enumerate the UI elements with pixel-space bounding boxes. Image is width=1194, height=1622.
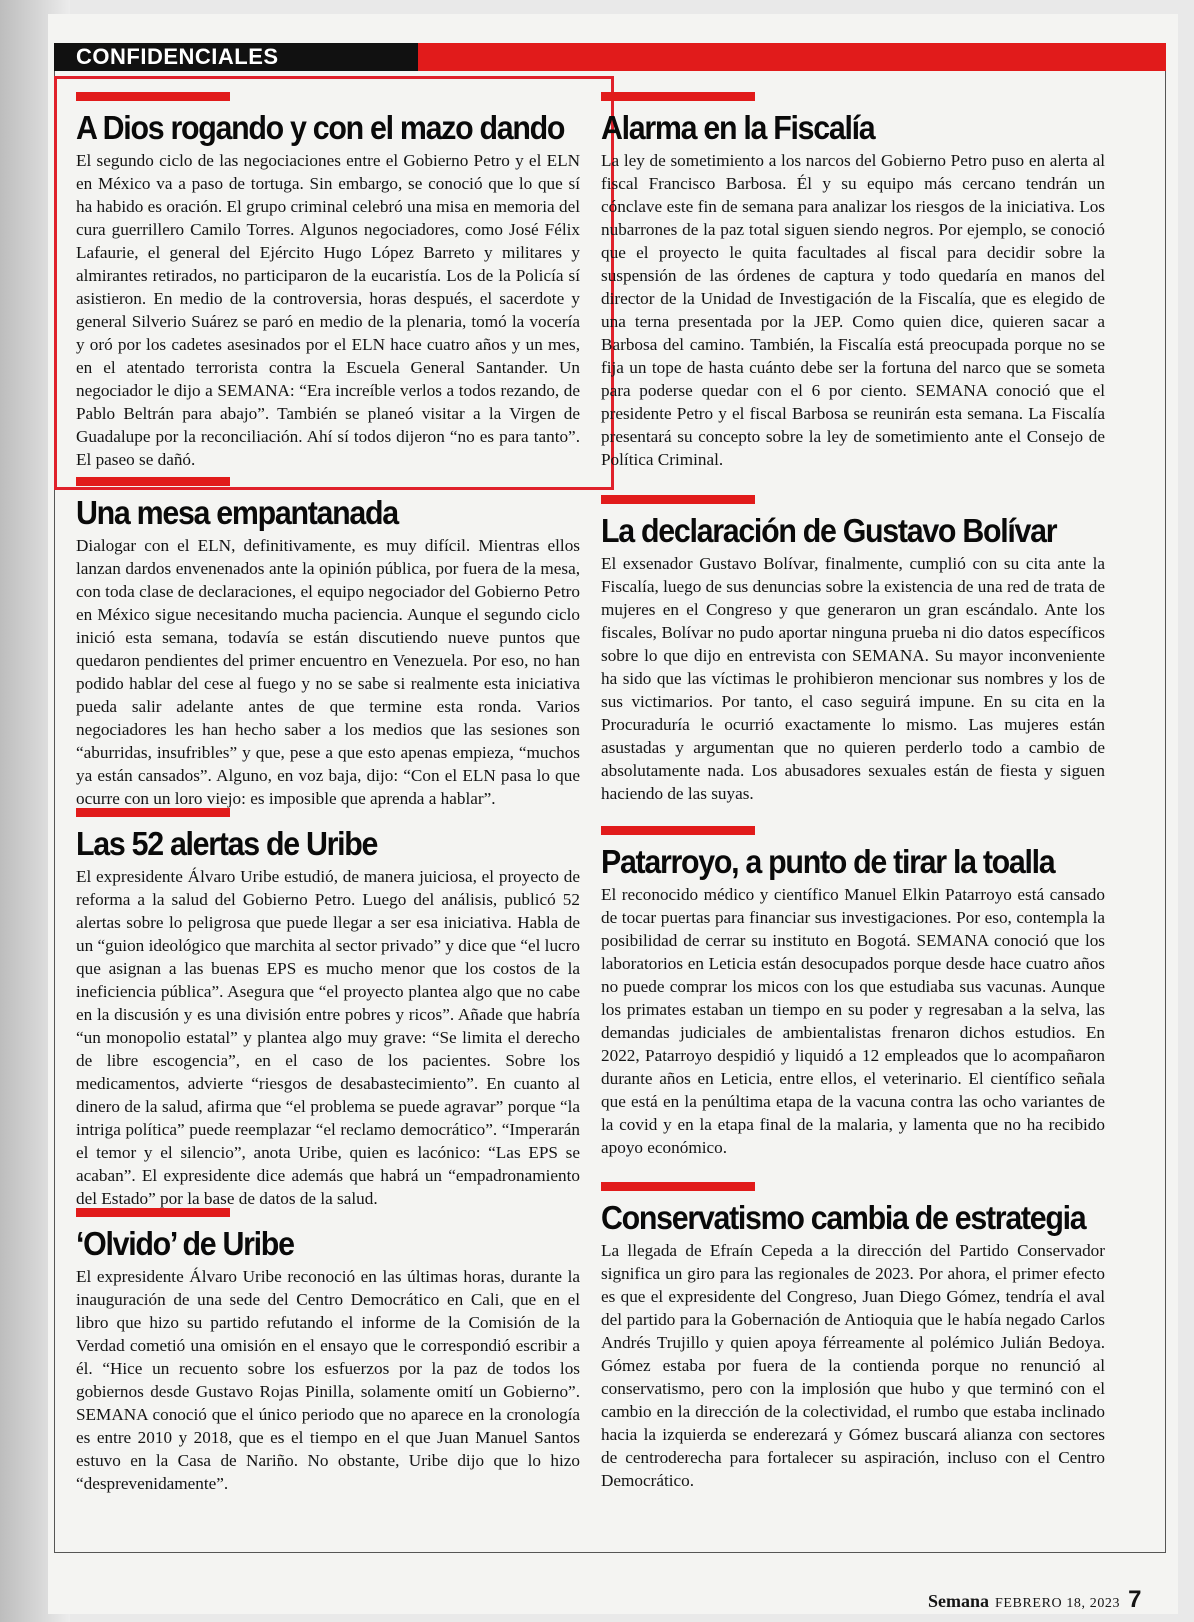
article-olvido-uribe [76,1208,580,1495]
article-una-mesa-empantanada [76,477,580,810]
page-number: 7 [1128,1586,1142,1613]
article-accent-bar [76,1208,230,1217]
article-alarma-fiscalia [601,92,1105,471]
article-body: La llegada de Efraín Cepeda a la dirección del Partido Conservador significa un giro para las regionales de 2023. Por ahora, el primer efecto es que el expresidente del Congreso, Juan Diego Gómez, tendría el aval del partido para la Gobernación de Antioquia que le había negado Carlos Andrés Trujillo y quien apoya férreamente al polémico Julián Bedoya. Gómez estaba por fuera de la contienda porque no renunció al conservatismo, pero con la implosión que hubo y que terminó con el cambio en la dirección de la colectividad, el rumbo que estaba inclinado hacia la izquierda se enderezará y Gómez buscará alianza con sectores de centroderecha para fortalecer su aspiración, incluso con el Centro Democrático. [601,1241,1105,1490]
article-accent-bar [76,92,230,101]
page-footer [928,1586,1142,1616]
article-conservatismo [601,1182,1105,1492]
article-title: Las 52 alertas de Uribe [76,825,378,862]
article-accent-bar [601,1182,755,1191]
article-accent-bar [76,808,230,817]
article-accent-bar [601,826,755,835]
article-accent-bar [601,495,755,504]
section-title: CONFIDENCIALES [54,43,418,71]
article-a-dios-rogando [76,92,580,471]
article-body: El reconocido médico y científico Manuel Elkin Patarroyo está cansado de tocar puertas para financiar sus investigaciones. Por eso, contempla la posibilidad de cerrar su instituto en Bogotá. SEMANA conoció que los laboratorios en Leticia están desocupados porque desde hace cuatro años no puede comprar los micos con los que estudiaba sus vacunas. Aunque los primates estaban un tiempo en su poder y regresaban a la selva, las demandas judiciales de ambientalistas frenaron dichos estudios. En 2022, Patarroyo despidió y liquidó a 12 empleados que lo acompañaron durante años en Leticia, entre ellos, el veterinario. El científico señala que está en la penúltima etapa de la vacuna contra las ocho variantes de la covid y en la etapa final de la malaria, y lamenta que no ha recibido apoyo económico. [601,885,1105,1157]
footer-brand: Semana [928,1591,990,1611]
article-title: ‘Olvido’ de Uribe [76,1225,294,1262]
article-body: El exsenador Gustavo Bolívar, finalmente, cumplió con su cita ante la Fiscalía, luego de sus denuncias sobre la existencia de una red de trata de mujeres en el Congreso y que generaron un gran escándalo. Ante los fiscales, Bolívar no pudo aportar ninguna prueba ni dio datos específicos sobre lo que dijo en entrevista con SEMANA. Su mayor inconveniente ha sido que las víctimas le prohibieron mencionar sus nombres y los de sus victimarios. Por tanto, el caso seguirá impune. En su cita en la Procuraduría le ocurrió exactamente lo mismo. Las mujeres están asustadas y argumentan que no quieren perderlo todo a cambio de absolutamente nada. Los abusadores sexuales están de fiesta y siguen haciendo de las suyas. [601,554,1105,803]
article-accent-bar [601,92,755,101]
article-body: El expresidente Álvaro Uribe estudió, de manera juiciosa, el proyecto de reforma a la salud del Gobierno Petro. Luego del análisis, publicó 52 alertas sobre lo peligrosa que puede llegar a ser esa iniciativa. Habla de un “guion ideológico que marchita al sector privado” y dice que “el lucro que asignan a las buenas EPS es mucho menor que los costos de la ineficiencia pública”. Asegura que “el proyecto plantea algo que no cabe en la discusión y es una división entre pobres y ricos”. Añade que habría “un monopolio estatal” y plantea algo muy grave: “Se limita el derecho de libre escogencia”, en el caso de los pacientes. Sobre los medicamentos, advierte “riesgos de desabastecimiento”. En cuanto al dinero de la salud, afirma que “el problema se puede agravar” porque “la intriga política” puede reemplazar “el reclamo democrático”. “Imperarán el temor y el silencio”, anota Uribe, quien es lacónico: “Las EPS se acaban”. El expresidente dice además que habrá un “empadronamiento del Estado” por la base de datos de la salud. [76,867,580,1208]
article-title: Una mesa empantanada [76,494,398,531]
article-declaracion-bolivar [601,495,1105,805]
article-body: El segundo ciclo de las negociaciones entre el Gobierno Petro y el ELN en México va a paso de tortuga. Sin embargo, se conoció que lo que sí ha habido es oración. El grupo criminal celebró una misa en memoria del cura guerrillero Camilo Torres. Algunos negociadores, como José Félix Lafaurie, el general del Ejército Hugo López Barreto y militares y almirantes retirados, no participaron de la eucaristía. Los de la Policía sí asistieron. En medio de la controversia, horas después, el sacerdote y general Silverio Suárez se paró en medio de la plenaria, tomó la vocería y oró por los cadetes asesinados por el ELN hace cuatro años y un mes, en el atentado terrorista contra la Escuela General Santander. Un negociador le dijo a SEMANA: “Era increíble verlos a todos rezando, de Pablo Beltrán para abajo”. También se planeó visitar a la Virgen de Guadalupe por la reconciliación. Ahí sí todos dijeron “no es para tanto”. El paseo se dañó. [76,151,580,469]
footer-date: FEBRERO 18, 2023 [995,1596,1121,1611]
article-title: Patarroyo, a punto de tirar la toalla [601,843,1055,880]
article-body: Dialogar con el ELN, definitivamente, es muy difícil. Mientras ellos lanzan dardos envenenados ante la opinión pública, por fuera de la mesa, con toda clase de declaraciones, el equipo negociador del Gobierno Petro en México sigue necesitando mucha paciencia. Aunque el segundo ciclo inició esta semana, todavía se están discutiendo nueve puntos que quedaron pendientes del primer encuentro en Venezuela. Por eso, no han podido hablar del cese al fuego y no se sabe si realmente esta iniciativa pueda salir adelante antes de que termine esta ronda. Varios negociadores les han hecho saber a los medios que las sesiones son “aburridas, insufribles” y que, pese a que esto apenas empieza, “muchos ya están cansados”. Alguno, en voz baja, dijo: “Con el ELN pasa lo que ocurre con un loro viejo: es imposible que aprenda a hablar”. [76,536,580,808]
article-body: La ley de sometimiento a los narcos del Gobierno Petro puso en alerta al fiscal Francisco Barbosa. Él y su equipo más cercano tendrán un cónclave este fin de semana para analizar los riesgos de la iniciativa. Los nubarrones de la paz total siguen siendo negros. Por ejemplo, se conoció que el proyecto le quita facultades al fiscal para decidir sobre la suspensión de las órdenes de captura y todo quedaría en manos del director de la Unidad de Investigación de la Fiscalía, que es elegido de una terna presentada por la JEP. Como quien dice, quieren sacar a Barbosa del camino. También, la Fiscalía está preocupada porque no se fija un tope de hasta cuánto debe ser la fortuna del narco que se someta para poderse quedar con el 6 por ciento. SEMANA conoció que el presidente Petro y el fiscal Barbosa se reunirán esta semana. La Fiscalía presentará su concepto sobre la ley de sometimiento ante el Consejo de Política Criminal. [601,151,1105,469]
article-title: A Dios rogando y con el mazo dando [76,109,565,146]
article-patarroyo [601,826,1105,1159]
article-52-alertas-uribe [76,808,580,1210]
article-accent-bar [76,477,230,486]
article-title: La declaración de Gustavo Bolívar [601,512,1057,549]
article-title: Alarma en la Fiscalía [601,109,875,146]
article-title: Conservatismo cambia de estrategia [601,1199,1086,1236]
article-body: El expresidente Álvaro Uribe reconoció en las últimas horas, durante la inauguración de una sede del Centro Democrático en Cali, que en el libro que hizo su partido refutando el informe de la Comisión de la Verdad cometió una omisión en el ensayo que le correspondió escribir a él. “Hice un recuento sobre los esfuerzos por la paz de todos los gobiernos desde Gustavo Rojas Pinilla, solamente omití un Gobierno”. SEMANA conoció que el único periodo que no aparece en la cronología es entre 2010 y 2018, que es el tiempo en el que Juan Manuel Santos estuvo en la Casa de Nariño. No obstante, Uribe dijo que lo hizo “desprevenidamente”. [76,1267,580,1493]
